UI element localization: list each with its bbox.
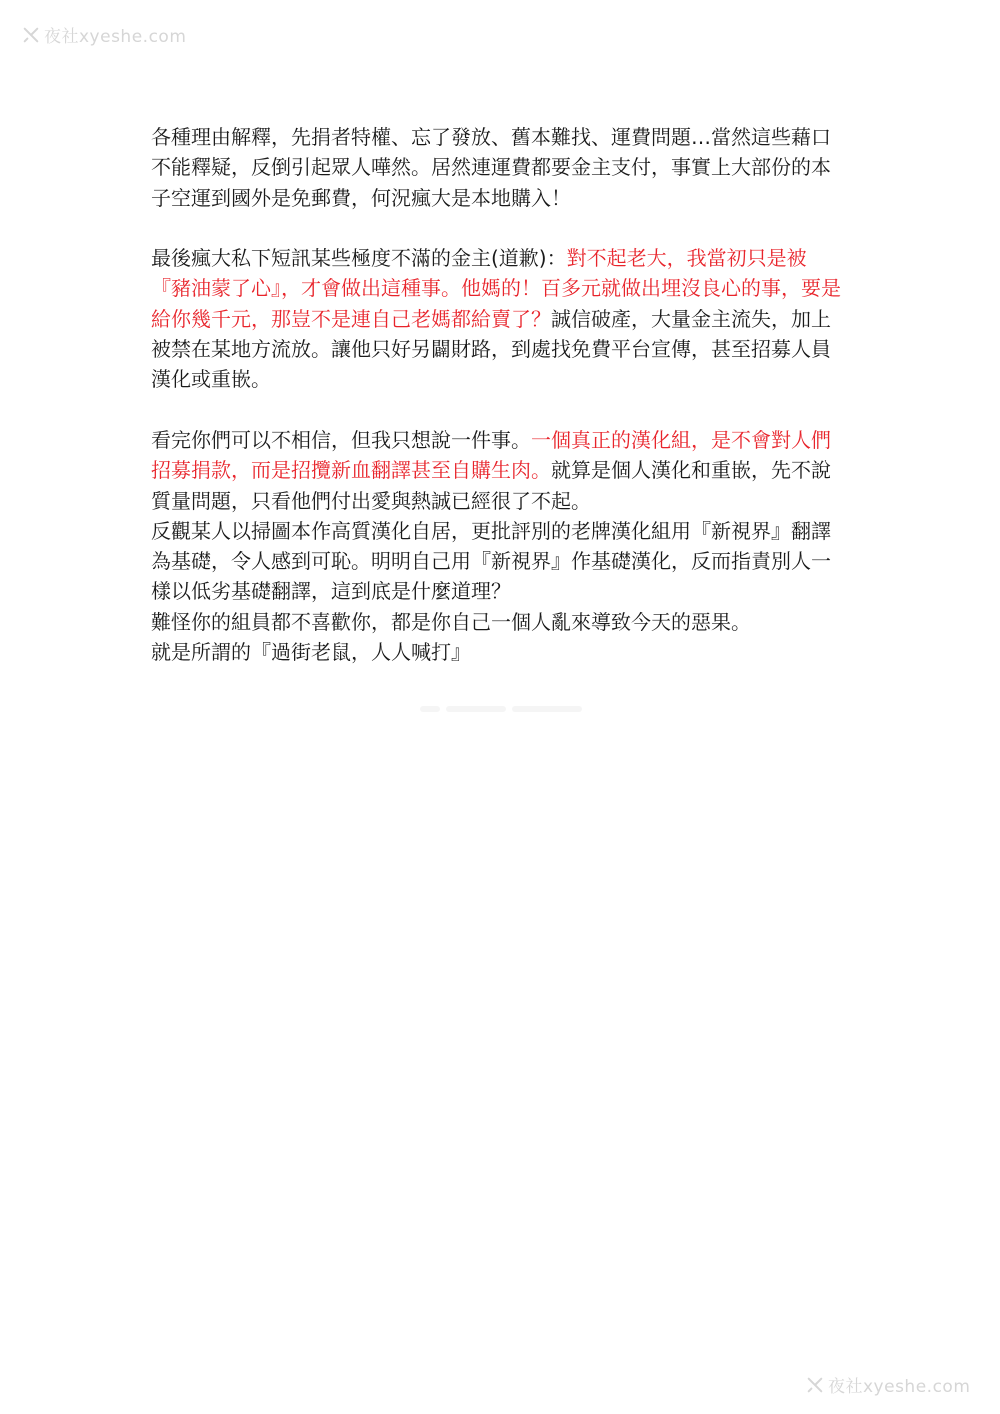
x-logo-icon <box>22 26 40 44</box>
body-text: 為基礎，令人感到可恥。明明自己用『新視界』作基礎漢化，反而指責別人一 <box>151 549 831 574</box>
body-text: 難怪你的組員都不喜歡你，都是你自己一個人亂來導致今天的惡果。 <box>151 609 751 634</box>
body-text: 各種理由解釋，先捐者特權、忘了發放、舊本難找、運費問題…當然這些藉口 <box>151 125 831 149</box>
body-text: 就算是個人漢化和重嵌，先不說 <box>551 458 831 483</box>
text-line <box>151 486 851 516</box>
body-text: 最後瘋大私下短訊某些極度不滿的金主(道歉)： <box>151 246 567 271</box>
text-line <box>151 152 851 182</box>
text-line <box>151 334 851 364</box>
body-text: 看完你們可以不相信，但我只想說一件事。 <box>151 427 531 452</box>
watermark-bottom <box>806 1372 970 1397</box>
paragraph <box>151 122 851 213</box>
paragraph-gap <box>151 213 851 243</box>
text-line <box>151 607 851 637</box>
paragraph <box>151 425 851 667</box>
body-text: 漢化或重嵌。 <box>151 367 271 392</box>
watermark-text: 夜社xyeshe.com <box>828 1377 971 1397</box>
text-line <box>151 364 851 394</box>
body-text: 反觀某人以掃圖本作高質漢化自居，更批評別的老牌漢化組用『新視界』翻譯 <box>151 518 831 543</box>
body-text: 子空運到國外是免郵費，何況瘋大是本地購入！ <box>151 185 571 210</box>
text-line <box>151 516 851 546</box>
text-line <box>151 243 851 273</box>
paragraph <box>151 243 851 394</box>
body-text: 不能釋疑，反倒引起眾人嘩然。居然連運費都要金主支付，事實上大部份的本 <box>151 155 831 180</box>
body-text: 質量問題，只看他們付出愛與熱誠已經很了不起。 <box>151 488 591 513</box>
highlighted-text: 招募捐款，而是招攬新血翻譯甚至自購生肉。 <box>151 458 551 483</box>
text-line <box>151 546 851 576</box>
watermark-top <box>22 22 186 47</box>
text-line <box>151 183 851 213</box>
text-line <box>151 637 851 667</box>
highlighted-text: 給你幾千元，那豈不是連自己老媽都給賣了？ <box>151 306 551 331</box>
body-text: 就是所謂的『過街老鼠，人人喊打』 <box>151 640 471 665</box>
text-line <box>151 273 851 303</box>
document-body <box>151 122 851 667</box>
watermark-text: 夜社xyeshe.com <box>44 27 187 47</box>
highlighted-text: 一個真正的漢化組，是不會對人們 <box>531 427 831 452</box>
faint-watermark-mark <box>420 700 585 718</box>
text-line <box>151 122 851 152</box>
highlighted-text: 『豬油蒙了心』，才會做出這種事。他媽的！百多元就做出埋沒良心的事，要是 <box>151 276 841 301</box>
body-text: 被禁在某地方流放。讓他只好另闢財路，到處找免費平台宣傳，甚至招募人員 <box>151 337 831 362</box>
text-line <box>151 425 851 455</box>
highlighted-text: 對不起老大，我當初只是被 <box>566 246 807 271</box>
paragraph-gap <box>151 395 851 425</box>
body-text: 樣以低劣基礎翻譯，這到底是什麼道理？ <box>151 579 511 604</box>
body-text: 誠信破產，大量金主流失，加上 <box>551 306 831 331</box>
text-line <box>151 576 851 606</box>
x-logo-icon <box>806 1376 824 1394</box>
text-line <box>151 304 851 334</box>
text-line <box>151 455 851 485</box>
